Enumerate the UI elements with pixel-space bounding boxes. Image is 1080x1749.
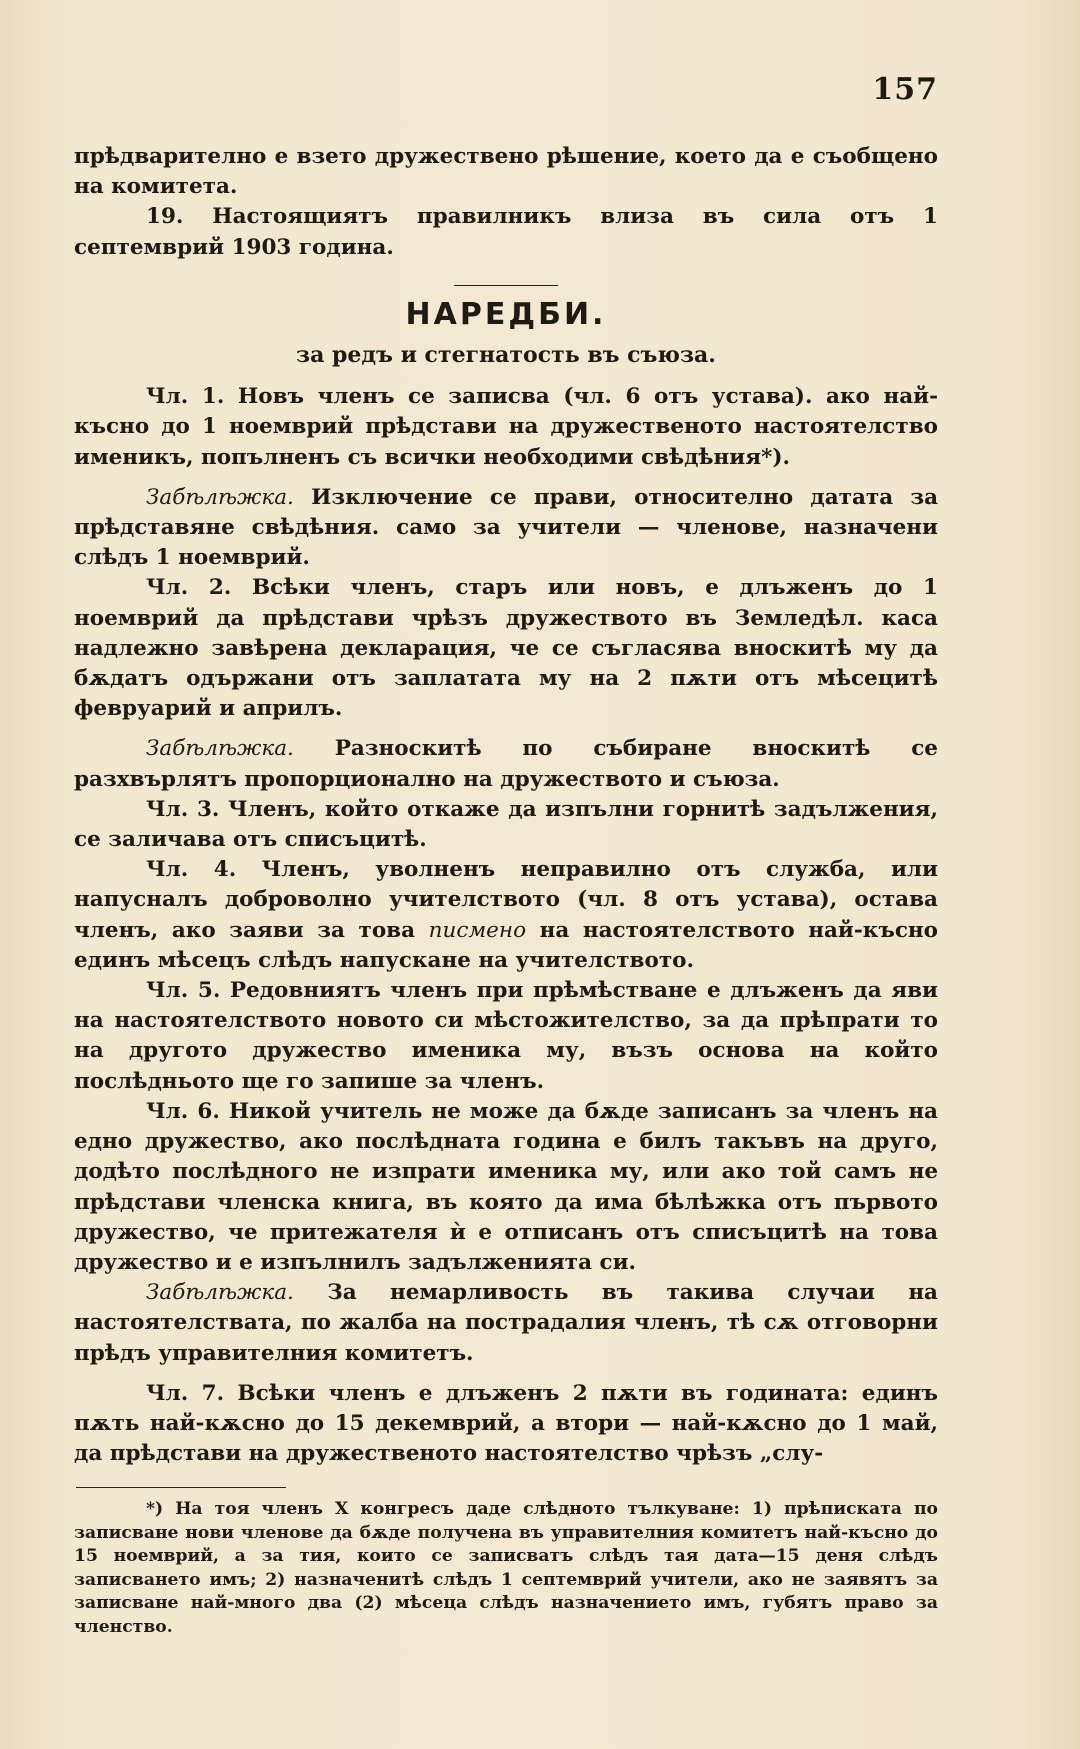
footnote-divider: [76, 1487, 286, 1488]
paragraph-rule-19: 19. Настоящиятъ правилникъ влиза въ сила отъ 1 септемврий 1903 година.: [74, 204, 938, 260]
article-4-emphasis: писмено: [428, 917, 527, 943]
note-label: Забѣлѣжка.: [146, 736, 294, 762]
footnote: *) На тоя членъ X конгресъ даде слѣдното тълкуване: 1) прѣписката по записване нови членове да бѫде получена въ управителния комитетъ най-късно до 15 ноемврий, а за тия, които се записватъ слѣдъ тая дата—15 деня слѣдъ записването имъ; 2) назначенитѣ слѣдъ 1 септемврий учители, ако не заявятъ за записване най-много два (2) мѣсеца слѣдъ назначението имъ, губятъ право за членство.: [74, 1499, 938, 1637]
article-4-text-end: на настоятелството най-късно единъ мѣсецъ слѣдъ напускане на учителството.: [74, 917, 938, 973]
article-3: Чл. 3. Членъ, който откаже да изпълни горнитѣ задължения, се заличава отъ списъцитѣ.: [74, 796, 938, 853]
note-3: [74, 1278, 938, 1369]
article-4: [74, 855, 938, 976]
article-4-text: Чл. 4. Членъ, уволненъ неправилно отъ служба, или напусналъ доброволно учителството (чл. 8 отъ устава), остава членъ, ако заяви за това: [74, 857, 938, 943]
paragraph-continued: прѣдварително е взето дружествено рѣшение, което да е съобщено на комитета.: [74, 144, 938, 200]
article-5: Чл. 5. Редовниятъ членъ при прѣмѣстване е длъженъ да яви на настоятелството новото си мѣстожителство, за да прѣпрати то на другото дружество именика му, възъ основа на който послѣдньото ще го запише за членъ.: [74, 978, 938, 1094]
note-text: Изключение се прави, относително датата за прѣдставяне свѣдѣния. само за учители — членове, назначени слѣдъ 1 ноемврий.: [74, 484, 938, 571]
note-label: Забѣлѣжка.: [146, 1280, 294, 1306]
article-1: Чл. 1. Новъ членъ се записва (чл. 6 отъ устава). ако най-късно до 1 ноемврий прѣдстави на дружественото настоятелство именикъ, попълненъ съ всички необходими свѣдѣния*).: [74, 384, 938, 470]
note-label: Забѣлѣжка.: [146, 484, 294, 510]
note-text: За немарливость въ такива случаи на настоятелствата, по жалба на пострадалия членъ, тѣ сѫ отговорни прѣдъ управителния комитетъ.: [74, 1280, 938, 1366]
note-text: Разноскитѣ по събиране вноскитѣ се разхвърлятъ пропорционално на дружеството и съюза.: [74, 736, 938, 792]
note-2: [74, 734, 938, 794]
page-number: 157: [872, 72, 938, 107]
article-2: Чл. 2. Всѣки членъ, старъ или новъ, е длъженъ до 1 ноемврий да прѣдстави чрѣзъ дружеството въ Земледѣл. каса надлежно завѣрена декларация, че се съгласява вноскитѣ му да бѫдатъ одържани отъ заплатата му на 2 пѫти отъ мѣсецитѣ февруарий и априлъ.: [74, 575, 938, 722]
section-heading: НАРЕДБИ.: [405, 296, 607, 332]
article-7: Чл. 7. Всѣки членъ е длъженъ 2 пѫти въ годината: единъ пѫть най-кѫсно до 15 декемврий, а втори — най-кѫсно до 1 май, да прѣдстави на дружественото настоятелство чрѣзъ „слу-: [74, 1380, 938, 1467]
section-subheading: за редъ и стегнатость въ съюза.: [296, 342, 716, 369]
section-divider: [454, 285, 558, 286]
article-6: Чл. 6. Никой учитель не може да бѫде записанъ за членъ на едно дружество, ако послѣдната година е билъ такъвъ на друго, додѣто послѣдного не изпрати именика му, или ако той самъ не прѣдстави членска книга, въ която да има бѣлѣжка отъ първото дружество, че притежателя ѝ е отписанъ отъ списъцитѣ на това дружество и е изпълнилъ задълженията си.: [74, 1098, 938, 1275]
note-1: [74, 483, 938, 574]
page-body: [74, 142, 938, 1639]
